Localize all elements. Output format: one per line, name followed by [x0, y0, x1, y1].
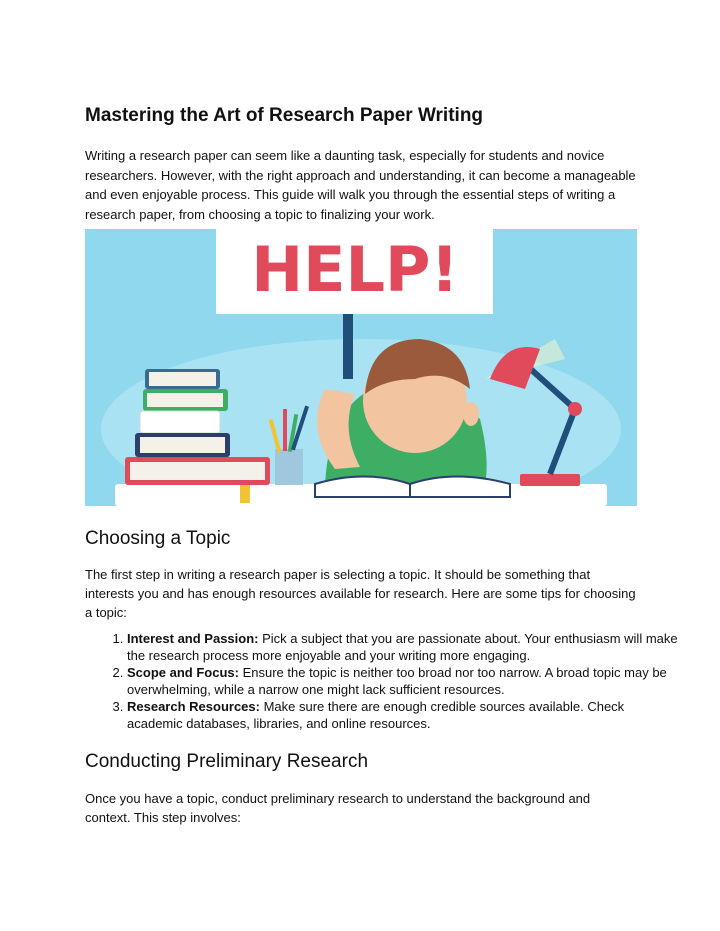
help-sign-text: HELP! [251, 233, 459, 306]
list-item-text: Ensure the topic is neither too broad nor too narrow. A broad topic may be overwhelming, while a narrow one might lack sufficient resources. [127, 665, 667, 697]
document-title: Mastering the Art of Research Paper Writing [85, 105, 484, 126]
list-item-text: Pick a subject that you are passionate about. Your enthusiasm will make the research process more enjoyable and your writing more engaging. [127, 631, 678, 663]
list-item [127, 698, 679, 732]
intro-paragraph: Writing a research paper can seem like a daunting task, especially for students and novice researchers. However, with the right approach and understanding, it can become a manageable and even enjoyable process. This guide will walk you through the essential steps of writing a research paper, from choosing a topic to finalizing your work. [85, 148, 636, 222]
list-item-text: Make sure there are enough credible sources available. Check academic databases, libraries, and online resources. [127, 699, 625, 731]
tips-list [85, 630, 679, 732]
list-item-term: Scope and Focus: [127, 665, 239, 680]
list-item-term: Interest and Passion: [127, 631, 259, 646]
section-heading-choosing-topic: Choosing a Topic [85, 528, 231, 549]
help-illustration [85, 229, 637, 506]
list-item [127, 630, 679, 664]
section-paragraph: The first step in writing a research paper is selecting a topic. It should be something that interests you and has enough resources available for research. Here are some tips for choosing a topic: [85, 567, 636, 620]
section-paragraph: Once you have a topic, conduct preliminary research to understand the background and context. This step involves: [85, 791, 591, 825]
section-heading-preliminary-research: Conducting Preliminary Research [85, 751, 369, 772]
list-item [127, 664, 679, 698]
list-item-term: Research Resources: [127, 699, 260, 714]
